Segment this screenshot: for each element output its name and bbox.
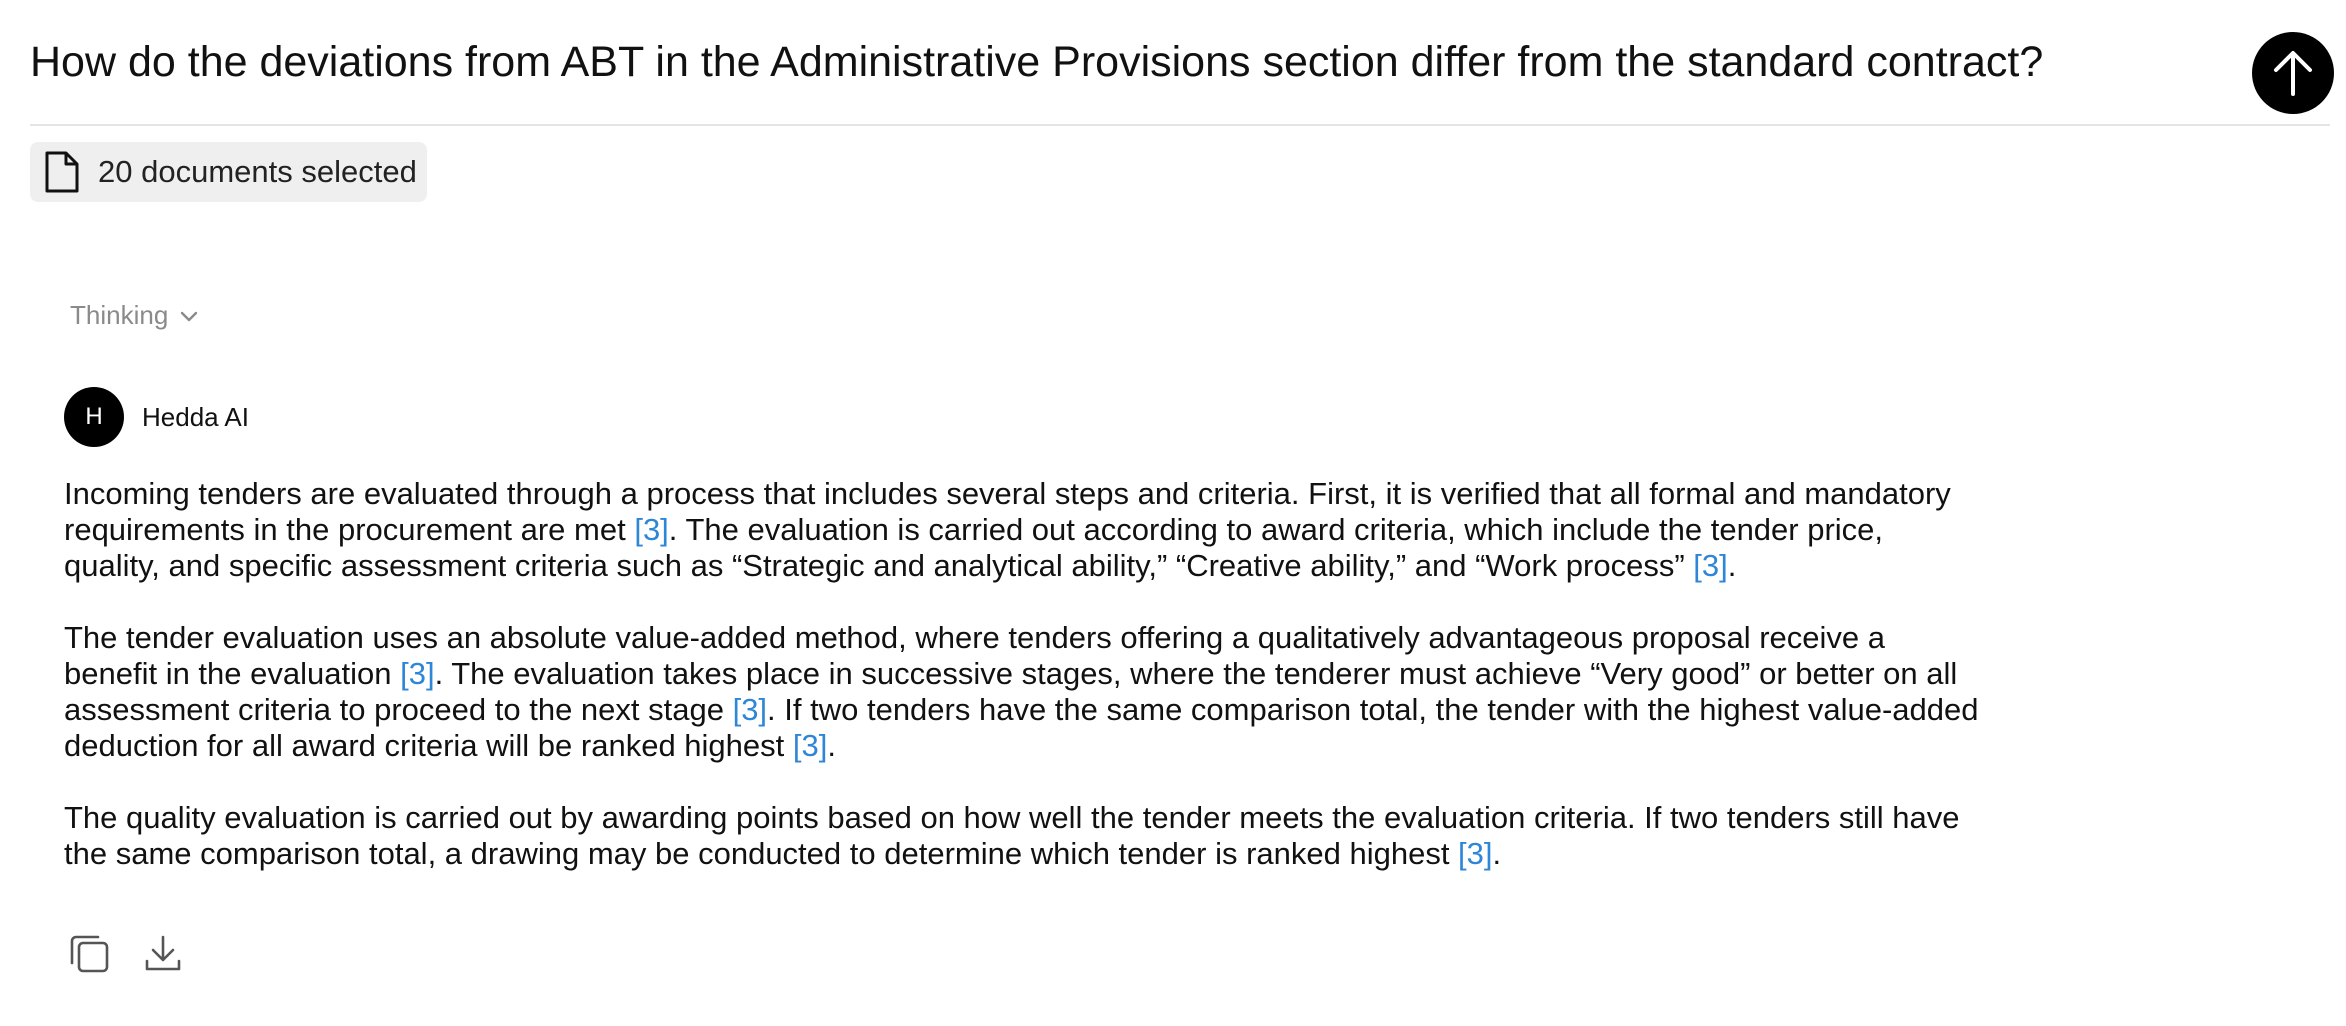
- answer-text: The tender evaluation uses an absolute value-added method, where tenders offering a qualitatively advantageous proposal receive a benefit in the evaluation: [64, 620, 1886, 691]
- answer-paragraph: [64, 476, 1984, 584]
- documents-selected-chip[interactable]: [30, 142, 427, 202]
- message-actions: [66, 930, 214, 976]
- answer-text: .: [1492, 836, 1502, 871]
- thinking-toggle[interactable]: [70, 300, 200, 331]
- copy-button[interactable]: [66, 930, 112, 976]
- assistant-header: [64, 387, 249, 447]
- answer-text: Incoming tenders are evaluated through a process that includes several steps and criteria. First, it is verified that all formal and mandatory requirements in the procurement are met: [64, 476, 1951, 547]
- submit-button[interactable]: [2252, 32, 2334, 114]
- citation-link[interactable]: [3]: [1693, 548, 1728, 583]
- assistant-name: Hedda AI: [142, 401, 249, 432]
- thinking-label: Thinking: [70, 300, 169, 330]
- download-icon: [142, 932, 184, 974]
- avatar: H: [64, 387, 124, 447]
- chevron-down-icon: [178, 305, 200, 327]
- citation-link[interactable]: [3]: [792, 728, 828, 763]
- citation-link[interactable]: [3]: [1458, 836, 1493, 871]
- citation-link[interactable]: [3]: [400, 656, 435, 691]
- copy-icon: [68, 932, 110, 974]
- arrow-up-icon: [2271, 48, 2315, 98]
- question-text: How do the deviations from ABT in the Administrative Provisions section differ from the standard contract?: [30, 38, 2044, 86]
- answer-paragraph: [64, 800, 1984, 872]
- answer-body: [64, 476, 1984, 908]
- file-icon: [44, 150, 80, 194]
- download-button[interactable]: [140, 930, 186, 976]
- question-header: [30, 26, 2330, 126]
- answer-text: .: [827, 728, 836, 763]
- citation-link[interactable]: [3]: [732, 692, 768, 727]
- answer-text: . If two tenders have the same comparison total, the tender with the highest value-added deduction for all award criteria will be ranked highest: [64, 692, 1979, 763]
- answer-text: .: [1727, 548, 1737, 583]
- documents-selected-label: 20 documents selected: [98, 154, 417, 189]
- answer-paragraph: [64, 620, 1984, 764]
- answer-text: The quality evaluation is carried out by awarding points based on how well the tender meets the evaluation criteria. If two tenders still have the same comparison total, a drawing may be conducted to determine which tender is ranked highest: [64, 800, 1960, 871]
- citation-link[interactable]: [3]: [634, 512, 669, 547]
- answer-text: . The evaluation is carried out according to award criteria, which include the tender price, quality, and specific assessment criteria such as “Strategic and analytical ability,” “Creative ability,” and “Work process”: [64, 512, 1884, 583]
- answer-text: . The evaluation takes place in successive stages, where the tenderer must achieve “Very good” or better on all assessment criteria to proceed to the next stage: [64, 656, 1958, 727]
